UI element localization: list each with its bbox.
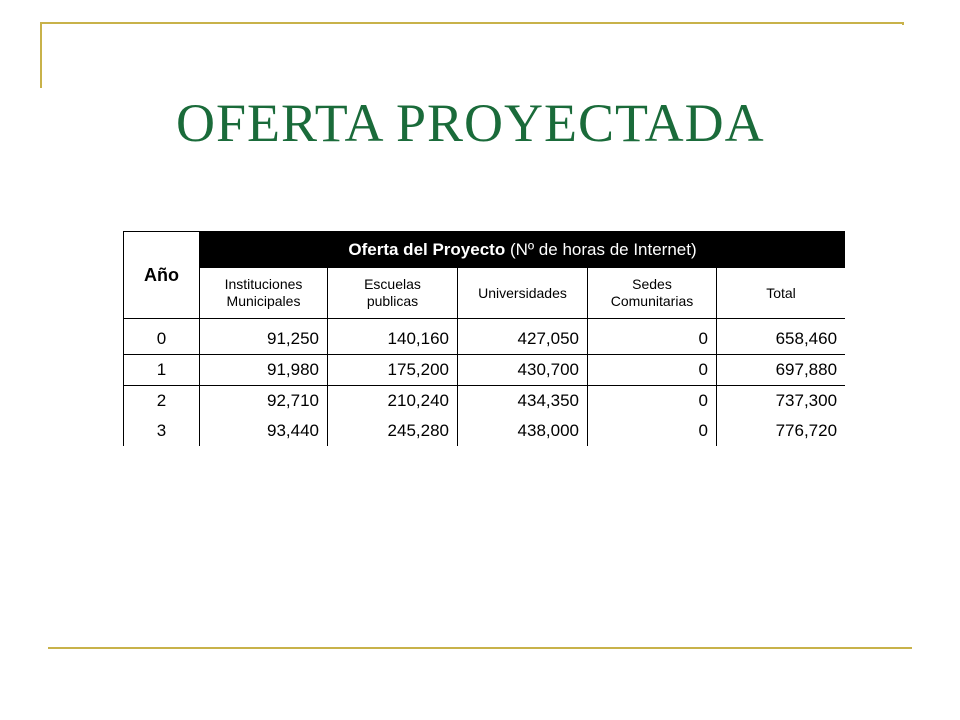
cell-year: 2 bbox=[124, 386, 200, 417]
cell-total: 658,460 bbox=[717, 324, 846, 355]
cell-escuelas: 140,160 bbox=[328, 324, 458, 355]
cell-instituciones: 93,440 bbox=[200, 416, 328, 446]
cell-escuelas: 245,280 bbox=[328, 416, 458, 446]
cell-total: 776,720 bbox=[717, 416, 846, 446]
cell-sedes: 0 bbox=[588, 324, 717, 355]
decorative-top-line bbox=[40, 22, 904, 24]
col-header-universidades: Universidades bbox=[458, 268, 588, 319]
decorative-right-tick bbox=[902, 22, 904, 25]
table-row bbox=[124, 386, 846, 417]
cell-universidades: 434,350 bbox=[458, 386, 588, 417]
cell-universidades: 438,000 bbox=[458, 416, 588, 446]
col-header-escuelas bbox=[328, 268, 458, 319]
col-header-sedes bbox=[588, 268, 717, 319]
table-row bbox=[124, 355, 846, 386]
col-header-escuelas-line2: publicas bbox=[366, 293, 419, 309]
offer-table bbox=[123, 231, 845, 446]
slide-title: OFERTA PROYECTADA bbox=[176, 93, 765, 153]
cell-universidades: 427,050 bbox=[458, 324, 588, 355]
col-header-instituciones bbox=[200, 268, 328, 319]
cell-instituciones: 91,250 bbox=[200, 324, 328, 355]
table-row bbox=[124, 324, 846, 355]
col-header-escuelas-line1: Escuelas bbox=[364, 276, 421, 292]
cell-total: 697,880 bbox=[717, 355, 846, 386]
cell-year: 3 bbox=[124, 416, 200, 446]
cell-universidades: 430,700 bbox=[458, 355, 588, 386]
col-header-sedes-line1: Sedes bbox=[632, 276, 672, 292]
offer-table-container bbox=[123, 231, 845, 447]
group-header-rest: (Nº de horas de Internet) bbox=[505, 240, 697, 259]
table-row bbox=[124, 416, 846, 446]
col-header-sedes-line2: Comunitarias bbox=[610, 293, 694, 309]
cell-sedes: 0 bbox=[588, 386, 717, 417]
cell-escuelas: 175,200 bbox=[328, 355, 458, 386]
cell-total: 737,300 bbox=[717, 386, 846, 417]
cell-year: 1 bbox=[124, 355, 200, 386]
group-header bbox=[200, 232, 846, 269]
decorative-left-line bbox=[40, 22, 42, 88]
cell-sedes: 0 bbox=[588, 355, 717, 386]
cell-escuelas: 210,240 bbox=[328, 386, 458, 417]
col-header-instituciones-line1: Instituciones bbox=[224, 276, 303, 292]
col-header-instituciones-line2: Municipales bbox=[226, 293, 301, 309]
cell-year: 0 bbox=[124, 324, 200, 355]
col-header-total: Total bbox=[717, 268, 846, 319]
group-header-bold: Oferta del Proyecto bbox=[348, 240, 506, 259]
cell-instituciones: 91,980 bbox=[200, 355, 328, 386]
decorative-bottom-line bbox=[48, 647, 912, 649]
cell-sedes: 0 bbox=[588, 416, 717, 446]
cell-instituciones: 92,710 bbox=[200, 386, 328, 417]
year-header: Año bbox=[124, 232, 200, 319]
